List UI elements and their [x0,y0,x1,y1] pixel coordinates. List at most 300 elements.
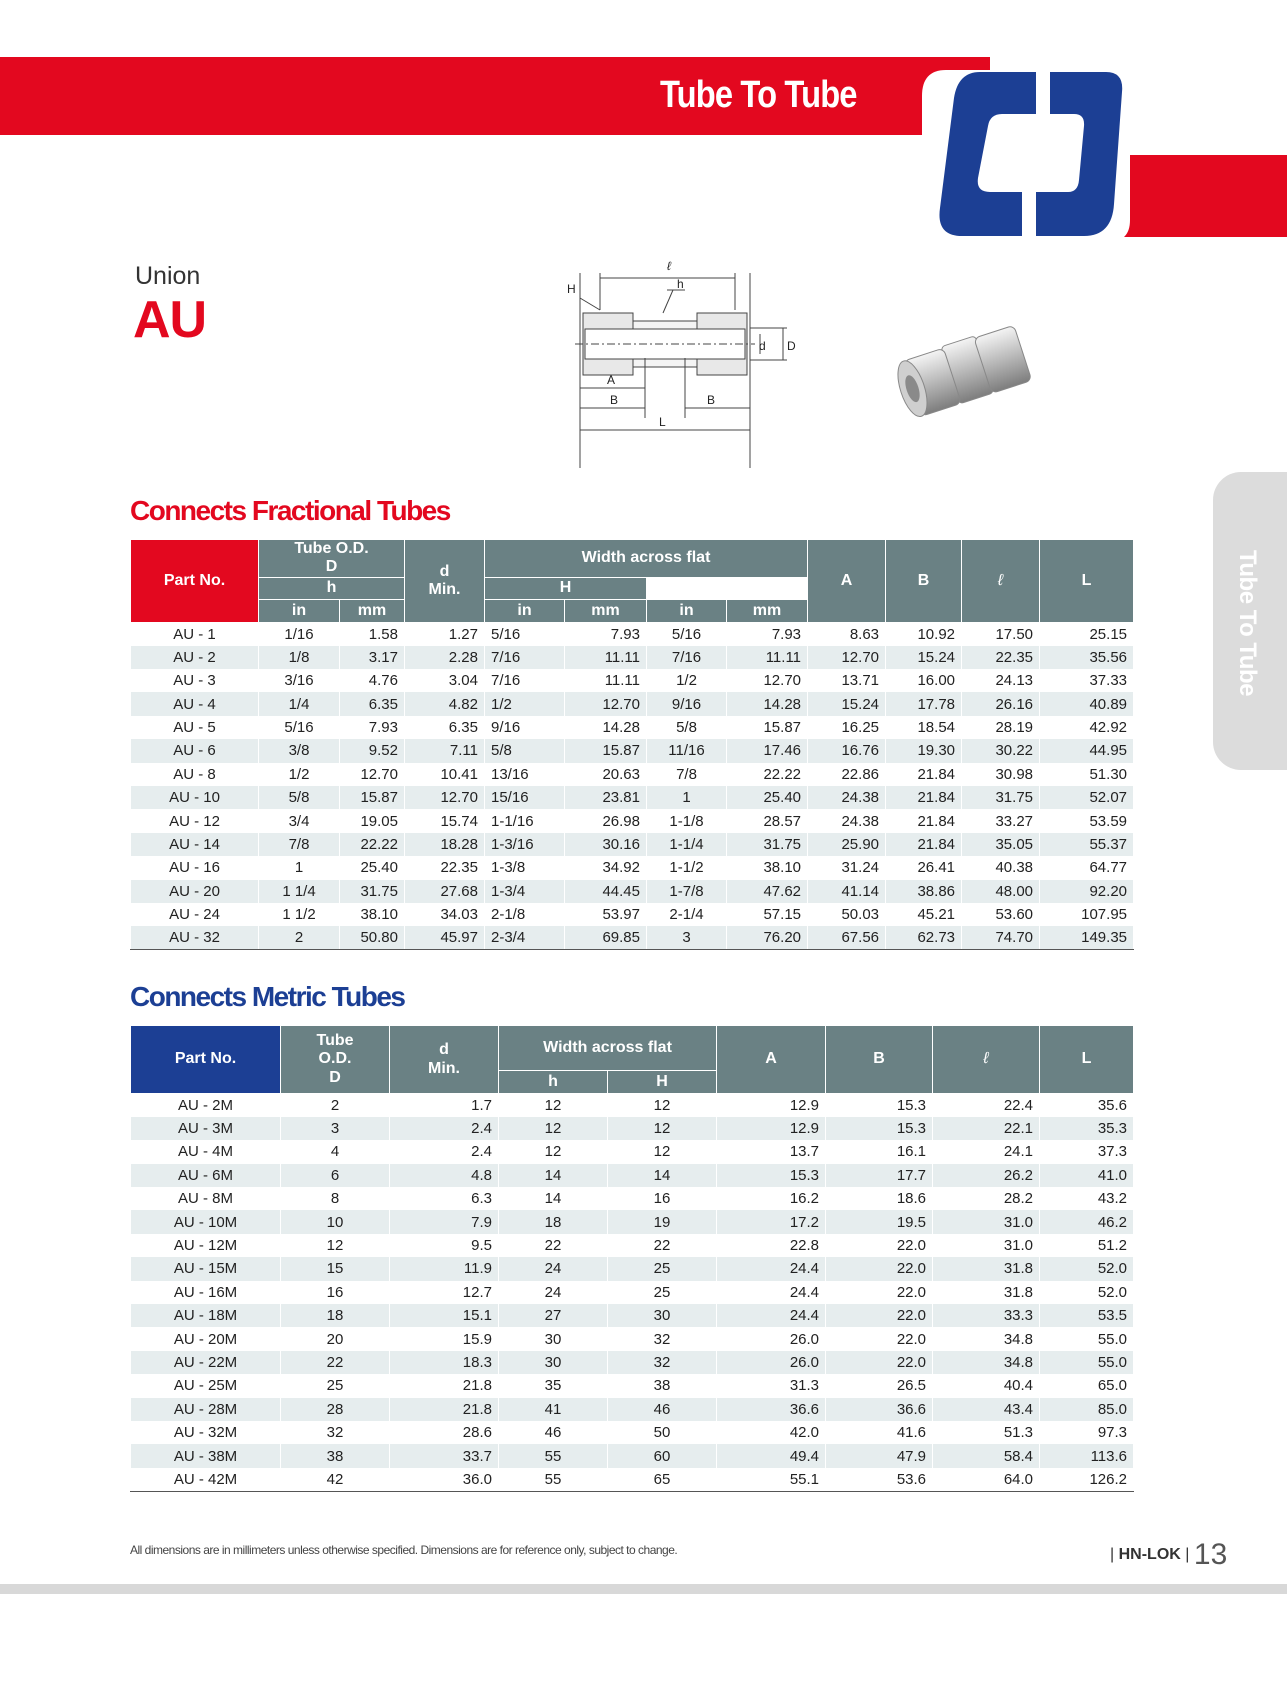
table-row [131,1398,1134,1421]
table-cell: 4.76 [340,669,405,692]
table-cell: 9.5 [390,1234,499,1257]
table-cell: 12.70 [727,669,808,692]
table-cell: 40.38 [962,856,1040,879]
table-cell: 31.3 [717,1374,826,1397]
col-B: B [886,540,962,623]
col-tube-od-label: Tube O.D. [294,540,369,557]
table-cell: 15/16 [485,786,565,809]
table-row [131,1327,1134,1350]
table-cell: 22.8 [717,1234,826,1257]
table-cell: 16 [281,1281,390,1304]
table-cell: 15.3 [826,1117,933,1140]
table-cell: 25 [281,1374,390,1397]
col-L-metric: L [1040,1026,1134,1094]
table-cell: 17.2 [717,1210,826,1233]
table-cell: 10 [281,1210,390,1233]
table-cell: 113.6 [1040,1444,1134,1467]
table-cell: 31.0 [933,1234,1040,1257]
col-L: L [1040,540,1134,623]
table-cell: 31.75 [962,786,1040,809]
col-d-label-metric: d [439,1041,449,1059]
table-cell: 1/2 [485,692,565,715]
table-cell: 7/16 [647,646,727,669]
table-cell: 15.3 [717,1164,826,1187]
table-cell: 41 [499,1398,608,1421]
table-cell: 52.07 [1040,786,1134,809]
col-ell-metric: ℓ [933,1026,1040,1094]
table-cell: 5/16 [259,716,340,739]
table-cell: 15.9 [390,1327,499,1350]
table-cell: 12.7 [390,1281,499,1304]
table-cell: 55.37 [1040,833,1134,856]
table-cell: 13.7 [717,1140,826,1163]
table-cell: 62.73 [886,926,962,949]
table-cell: 16.76 [808,739,886,762]
table-cell: 36.6 [717,1398,826,1421]
table-cell: 16.25 [808,716,886,739]
table-cell: 18 [281,1304,390,1327]
part-number-cell: AU - 12M [131,1234,281,1257]
table-row [131,1304,1134,1327]
table-cell: 11.9 [390,1257,499,1280]
table-cell: 16.2 [717,1187,826,1210]
table-cell: 31.75 [340,880,405,903]
col-ell: ℓ [962,540,1040,623]
table-cell: 24.4 [717,1281,826,1304]
table-row [131,809,1134,832]
table-cell: 1-3/4 [485,880,565,903]
table-cell: 1 1/4 [259,880,340,903]
table-cell: 19.30 [886,739,962,762]
table-cell: 7/16 [485,646,565,669]
col-H-in: in [647,599,727,622]
part-number-cell: AU - 4 [131,692,259,715]
table-cell: 34.8 [933,1351,1040,1374]
table-row [131,833,1134,856]
table-cell: 21.8 [390,1374,499,1397]
col-tube-od-symbol-metric: D [329,1068,341,1086]
table-cell: 40.89 [1040,692,1134,715]
table-cell: 24.1 [933,1140,1040,1163]
metric-section-title: Connects Metric Tubes [130,981,405,1012]
col-h: h [259,577,405,599]
table-cell: 9/16 [485,716,565,739]
table-cell: 67.56 [808,926,886,949]
table-cell: 53.97 [565,903,647,926]
table-row [131,856,1134,879]
table-cell: 37.33 [1040,669,1134,692]
table-cell: 12.70 [405,786,485,809]
table-cell: 24 [499,1257,608,1280]
part-number-cell: AU - 12 [131,809,259,832]
table-cell: 49.4 [717,1444,826,1467]
table-cell: 30 [499,1351,608,1374]
table-cell: 3 [281,1117,390,1140]
table-cell: 1 [259,856,340,879]
table-row [131,622,1134,645]
table-cell: 7/8 [647,763,727,786]
table-cell: 1/4 [259,692,340,715]
table-cell: 18.3 [390,1351,499,1374]
table-cell: 12.70 [340,763,405,786]
table-cell: 11.11 [565,669,647,692]
table-cell: 17.7 [826,1164,933,1187]
table-cell: 16.00 [886,669,962,692]
table-cell: 25.90 [808,833,886,856]
table-cell: 3/4 [259,809,340,832]
table-cell: 53.6 [826,1468,933,1491]
drawing-label-B1: B [610,393,619,407]
table-cell: 50 [608,1421,717,1444]
table-cell: 15.24 [808,692,886,715]
table-cell: 20 [281,1327,390,1350]
table-cell: 23.81 [565,786,647,809]
page-title: Tube To Tube [660,74,857,116]
table-cell: 8 [281,1187,390,1210]
col-h-metric: h [499,1071,608,1094]
table-cell: 97.3 [1040,1421,1134,1444]
table-row [131,880,1134,903]
part-number-cell: AU - 6 [131,739,259,762]
table-cell: 48.00 [962,880,1040,903]
part-number-cell: AU - 3M [131,1117,281,1140]
drawing-label-h: h [677,277,684,291]
table-cell: 14 [608,1164,717,1187]
page-number: 13 [1193,1538,1228,1571]
table-cell: 15.87 [340,786,405,809]
table-cell: 16.1 [826,1140,933,1163]
table-cell: 15.74 [405,809,485,832]
brand-name: HN-LOK [1118,1546,1181,1564]
table-cell: 19.5 [826,1210,933,1233]
table-row [131,1140,1134,1163]
table-cell: 15.3 [826,1094,933,1117]
table-row [131,1164,1134,1187]
table-cell: 58.4 [933,1444,1040,1467]
table-cell: 31.24 [808,856,886,879]
table-cell: 5/8 [647,716,727,739]
table-cell: 18 [499,1210,608,1233]
table-row [131,786,1134,809]
table-cell: 42.92 [1040,716,1134,739]
part-number-cell: AU - 8M [131,1187,281,1210]
table-cell: 7.93 [727,622,808,645]
table-cell: 7/8 [259,833,340,856]
table-cell: 149.35 [1040,926,1134,949]
table-cell: 65 [608,1468,717,1491]
table-cell: 26.0 [717,1327,826,1350]
table-cell: 5/8 [259,786,340,809]
table-cell: 2.4 [390,1140,499,1163]
table-cell: 3/16 [259,669,340,692]
drawing-label-D: D [787,339,796,353]
table-cell: 19 [608,1210,717,1233]
table-cell: 44.45 [565,880,647,903]
part-number-cell: AU - 2M [131,1094,281,1117]
table-cell: 2.28 [405,646,485,669]
table-cell: 8.63 [808,622,886,645]
table-cell: 17.50 [962,622,1040,645]
table-cell: 4.8 [390,1164,499,1187]
table-cell: 2-1/8 [485,903,565,926]
table-cell: 22.0 [826,1304,933,1327]
table-cell: 47.62 [727,880,808,903]
table-cell: 2-1/4 [647,903,727,926]
table-cell: 33.7 [390,1444,499,1467]
table-cell: 1/16 [259,622,340,645]
table-cell: 31.8 [933,1281,1040,1304]
table-cell: 1-3/8 [485,856,565,879]
table-cell: 32 [608,1327,717,1350]
table-cell: 26.2 [933,1164,1040,1187]
table-cell: 11.11 [727,646,808,669]
table-cell: 53.59 [1040,809,1134,832]
table-cell: 55.0 [1040,1327,1134,1350]
table-cell: 22.35 [405,856,485,879]
table-cell: 6.3 [390,1187,499,1210]
drawing-label-H: H [567,282,576,296]
table-cell: 22.35 [962,646,1040,669]
table-cell: 45.21 [886,903,962,926]
table-cell: 14.28 [565,716,647,739]
col-d-label: d [439,562,450,580]
table-cell: 42.0 [717,1421,826,1444]
footnote: All dimensions are in millimeters unless otherwise specified. Dimensions are for reference only, subject to change. [130,1543,678,1557]
table-cell: 36.0 [390,1468,499,1491]
table-cell: 25 [608,1281,717,1304]
table-cell: 1.27 [405,622,485,645]
table-cell: 1-7/8 [647,880,727,903]
table-cell: 25.40 [340,856,405,879]
table-cell: 28.6 [390,1421,499,1444]
table-cell: 26.16 [962,692,1040,715]
table-row [131,669,1134,692]
table-cell: 33.27 [962,809,1040,832]
drawing-label-A: A [607,373,616,387]
col-tube-in: in [259,599,340,622]
table-cell: 12 [499,1094,608,1117]
table-cell: 85.0 [1040,1398,1134,1421]
part-number-cell: AU - 6M [131,1164,281,1187]
col-part-no-metric: Part No. [131,1026,281,1094]
table-cell: 38.10 [340,903,405,926]
dimension-drawing [555,258,805,468]
table-cell: 12.70 [808,646,886,669]
table-cell: 22.22 [340,833,405,856]
part-number-cell: AU - 14 [131,833,259,856]
table-cell: 3 [647,926,727,949]
table-cell: 22 [281,1351,390,1374]
table-cell: 41.0 [1040,1164,1134,1187]
product-type: Union [135,262,201,290]
table-cell: 26.0 [717,1351,826,1374]
table-row [131,1187,1134,1210]
table-cell: 31.75 [727,833,808,856]
table-cell: 21.84 [886,786,962,809]
table-cell: 13.71 [808,669,886,692]
table-cell: 52.0 [1040,1281,1134,1304]
table-cell: 21.84 [886,833,962,856]
table-cell: 14.28 [727,692,808,715]
table-cell: 60 [608,1444,717,1467]
page-footer-brand [1110,1538,1227,1572]
part-number-cell: AU - 28M [131,1398,281,1421]
table-cell: 35 [499,1374,608,1397]
table-cell: 30.22 [962,739,1040,762]
table-cell: 42 [281,1468,390,1491]
table-cell: 24.13 [962,669,1040,692]
footer-separator-right: | [1185,1546,1190,1564]
col-od-label: O.D. [318,1050,352,1068]
table-cell: 1-1/2 [647,856,727,879]
table-cell: 22 [499,1234,608,1257]
table-cell: 3.04 [405,669,485,692]
table-cell: 12.9 [717,1117,826,1140]
table-cell: 21.84 [886,809,962,832]
table-cell: 38.86 [886,880,962,903]
col-min-label-metric: Min. [428,1059,460,1077]
table-cell: 52.0 [1040,1257,1134,1280]
table-cell: 126.2 [1040,1468,1134,1491]
part-number-cell: AU - 4M [131,1140,281,1163]
table-cell: 55.1 [717,1468,826,1491]
col-part-no: Part No. [131,540,259,623]
col-width-across-flat: Width across flat [485,540,808,578]
col-tube-label: Tube [316,1031,354,1049]
table-cell: 12.9 [717,1094,826,1117]
col-H-metric: H [608,1071,717,1094]
part-number-cell: AU - 15M [131,1257,281,1280]
table-cell: 13/16 [485,763,565,786]
table-cell: 1-1/16 [485,809,565,832]
table-cell: 12 [608,1140,717,1163]
table-cell: 31.8 [933,1257,1040,1280]
col-d-min [405,540,485,623]
table-row [131,646,1134,669]
table-cell: 28.19 [962,716,1040,739]
table-cell: 74.70 [962,926,1040,949]
drawing-label-L: L [659,415,666,429]
table-cell: 46 [499,1421,608,1444]
table-cell: 18.28 [405,833,485,856]
table-cell: 51.30 [1040,763,1134,786]
table-cell: 35.05 [962,833,1040,856]
table-cell: 40.4 [933,1374,1040,1397]
table-cell: 38 [281,1444,390,1467]
table-cell: 69.85 [565,926,647,949]
part-number-cell: AU - 24 [131,903,259,926]
part-number-cell: AU - 32M [131,1421,281,1444]
table-cell: 55.0 [1040,1351,1134,1374]
table-row [131,1421,1134,1444]
table-row [131,739,1134,762]
table-cell: 15.87 [727,716,808,739]
part-number-cell: AU - 1 [131,622,259,645]
table-cell: 27.68 [405,880,485,903]
table-cell: 53.60 [962,903,1040,926]
table-cell: 6 [281,1164,390,1187]
part-number-cell: AU - 20M [131,1327,281,1350]
table-cell: 5/8 [485,739,565,762]
table-cell: 7.9 [390,1210,499,1233]
table-cell: 44.95 [1040,739,1134,762]
table-cell: 64.77 [1040,856,1134,879]
table-cell: 26.98 [565,809,647,832]
table-cell: 6.35 [405,716,485,739]
table-cell: 64.0 [933,1468,1040,1491]
table-cell: 31.0 [933,1210,1040,1233]
part-number-cell: AU - 8 [131,763,259,786]
table-cell: 12 [608,1117,717,1140]
table-cell: 35.6 [1040,1094,1134,1117]
table-cell: 1/8 [259,646,340,669]
table-cell: 28 [281,1398,390,1421]
table-cell: 24 [499,1281,608,1304]
table-cell: 43.4 [933,1398,1040,1421]
table-cell: 25.40 [727,786,808,809]
table-cell: 35.56 [1040,646,1134,669]
table-row [131,1444,1134,1467]
table-cell: 51.3 [933,1421,1040,1444]
table-cell: 3.17 [340,646,405,669]
table-cell: 22.1 [933,1117,1040,1140]
table-cell: 24.38 [808,786,886,809]
table-cell: 22.0 [826,1351,933,1374]
table-row [131,716,1134,739]
table-cell: 22.0 [826,1281,933,1304]
table-cell: 7.93 [340,716,405,739]
table-cell: 22.86 [808,763,886,786]
table-cell: 1 1/2 [259,903,340,926]
table-cell: 2.4 [390,1117,499,1140]
table-cell: 12 [608,1094,717,1117]
col-tube-mm: mm [340,599,405,622]
table-row [131,1351,1134,1374]
table-cell: 12 [499,1117,608,1140]
table-cell: 41.14 [808,880,886,903]
table-cell: 51.2 [1040,1234,1134,1257]
table-cell: 12 [281,1234,390,1257]
table-row [131,1234,1134,1257]
table-cell: 107.95 [1040,903,1134,926]
table-row [131,1094,1134,1117]
part-number-cell: AU - 32 [131,926,259,949]
col-A: A [808,540,886,623]
drawing-label-B2: B [707,393,716,407]
part-number-cell: AU - 3 [131,669,259,692]
table-cell: 24.38 [808,809,886,832]
table-cell: 25.15 [1040,622,1134,645]
part-number-cell: AU - 38M [131,1444,281,1467]
table-cell: 38.10 [727,856,808,879]
fractional-table [130,539,1134,950]
col-tube-od [259,540,405,578]
table-cell: 5/16 [485,622,565,645]
table-cell: 34.92 [565,856,647,879]
table-cell: 22 [608,1234,717,1257]
table-cell: 25 [608,1257,717,1280]
table-cell: 1-1/8 [647,809,727,832]
table-cell: 1-3/16 [485,833,565,856]
table-cell: 7/16 [485,669,565,692]
table-row [131,903,1134,926]
table-cell: 46 [608,1398,717,1421]
col-min-label: Min. [428,580,461,598]
table-cell: 28.2 [933,1187,1040,1210]
part-number-cell: AU - 2 [131,646,259,669]
table-cell: 76.20 [727,926,808,949]
table-cell: 7.93 [565,622,647,645]
